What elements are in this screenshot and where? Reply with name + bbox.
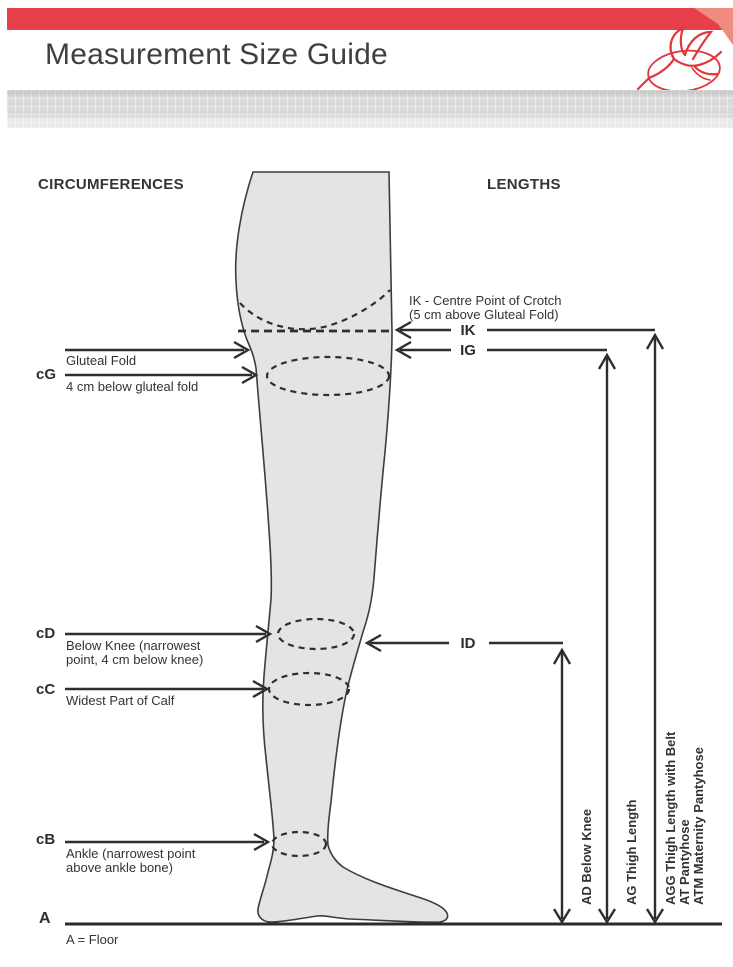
ad-below-knee-label: AD Below Knee [579,808,594,905]
cb-code: cB [36,831,56,848]
gluteal-fold-label: Gluteal Fold [66,353,137,368]
ag-thigh-length-label: AG Thigh Length [624,799,639,905]
ik-note-line1: IK - Centre Point of Crotch [409,293,562,308]
ik-note-line2: (5 cm above Gluteal Fold) [409,307,559,322]
cc-code: cC [36,681,56,698]
cc-label: Widest Part of Calf [66,693,175,708]
cg-label: 4 cm below gluteal fold [66,379,199,394]
ik-marker-code: IK [460,322,476,339]
leg-outline [236,172,448,922]
cd-label-line1: Below Knee (narrowest [66,638,201,653]
floor-code: A [39,910,51,927]
agg-thigh-length-with-belt-label: AGG Thigh Length with Belt [663,731,678,905]
circumferences-heading: CIRCUMFERENCES [38,176,184,193]
floor-label: A = Floor [66,932,119,947]
lengths-heading: LENGTHS [487,176,561,193]
cb-label-line1: Ankle (narrowest point [66,846,196,861]
atm-maternity-pantyhose-label: ATM Maternity Pantyhose [691,747,706,905]
at-pantyhose-label: AT Pantyhose [677,819,692,905]
cb-label-line2: above ankle bone) [66,860,173,875]
cg-code: cG [36,366,57,383]
cd-code: cD [36,625,56,642]
cd-label-line2: point, 4 cm below knee) [66,652,204,667]
page-title: Measurement Size Guide [45,38,388,71]
id-marker-code: ID [460,635,476,652]
ig-marker-code: IG [460,342,476,359]
